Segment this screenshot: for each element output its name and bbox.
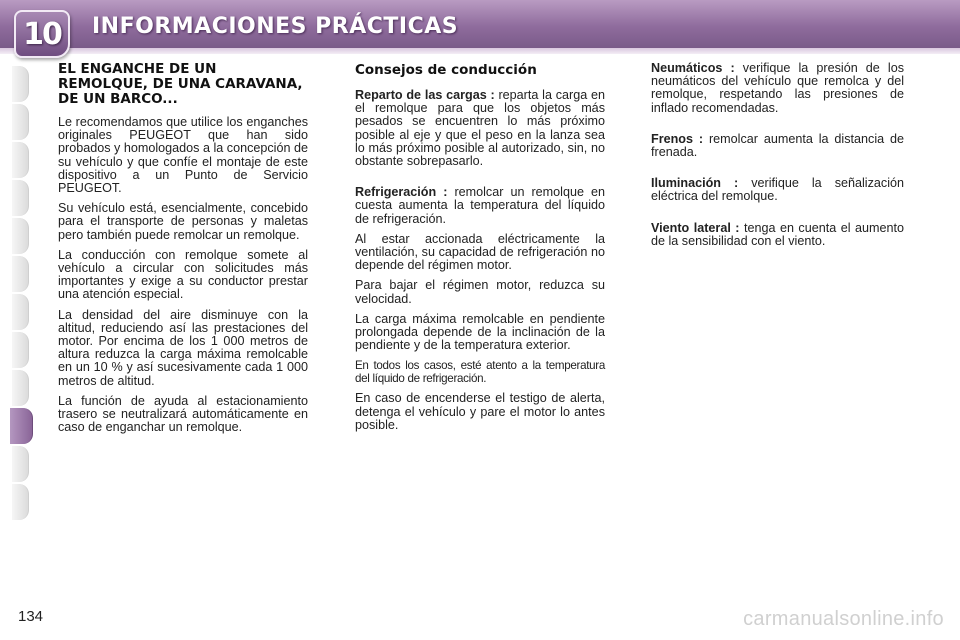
lead-label: Reparto de las cargas : <box>355 88 495 102</box>
paragraph-load-distribution <box>355 89 605 168</box>
paragraph: La carga máxima remolcable en pendiente prolongada depende de la inclinación de la pendiente y de la temperatura exterior. <box>355 311 605 353</box>
page-number: 134 <box>18 608 44 625</box>
chapter-badge <box>14 10 70 58</box>
note-paragraph: En todos los casos, esté atento a la temperatura del líquido de refrigeración. <box>355 359 605 386</box>
paragraph-text: reparta la carga en el remolque para que los objetos más pesados se encuentren lo más próximo posible al eje y que el peso en la lanza sea lo más próximo posible al autorizado, sin, no obstante sobrepasarlo. <box>355 88 606 169</box>
chapter-tab-3[interactable] <box>12 142 29 178</box>
column-checks <box>651 62 904 255</box>
paragraph: La densidad del aire disminuye con la altitud, reduciendo así las prestaciones del motor. Por encima de los 1 000 metros de altura reduzca la carga máxima remolcable en un 10 % y así sucesivamente cada 1 000 metros de altitud. <box>58 307 308 388</box>
column-driving-advice <box>355 62 605 439</box>
chapter-tab-7[interactable] <box>12 294 29 330</box>
chapter-tab-4[interactable] <box>12 180 29 216</box>
lead-label: Neumáticos : <box>651 61 735 75</box>
lead-label: Viento lateral : <box>651 220 740 235</box>
column-towing-intro <box>58 62 308 441</box>
chapter-tab-9[interactable] <box>12 370 29 406</box>
watermark: carmanualsonline.info <box>743 608 944 630</box>
paragraph-tyres <box>651 62 904 115</box>
paragraph-text: verifique la señalización eléctrica del remolque. <box>651 176 904 204</box>
lead-label: Refrigeración : <box>355 185 448 200</box>
paragraph: Su vehículo está, esencialmente, concebido para el transporte de personas y maletas pero también puede remolcar un remolque. <box>58 201 308 242</box>
paragraph-text: verifique la presión de los neumáticos del vehículo que remolca y del remolque, respetando las presiones de inflado recomendadas. <box>651 61 905 115</box>
paragraph: En caso de encenderse el testigo de alerta, detenga el vehículo y pare el motor lo antes posible. <box>355 391 605 432</box>
chapter-number: 10 <box>23 16 61 52</box>
paragraph: Al estar accionada eléctricamente la ventilación, su capacidad de refrigeración no depende del régimen motor. <box>355 231 605 273</box>
header-strip <box>0 48 960 54</box>
paragraph: La conducción con remolque somete al vehículo a circular con solicitudes más importantes y exige a su conductor prestar una atención especial. <box>58 247 308 302</box>
chapter-tab-5[interactable] <box>12 218 29 254</box>
section-title-driving-advice: Consejos de conducción <box>355 62 537 78</box>
paragraph-lighting <box>651 177 904 203</box>
paragraph-text: remolcar aumenta la distancia de frenada. <box>651 131 905 160</box>
chapter-tab-1[interactable] <box>12 66 29 102</box>
lead-label: Iluminación : <box>651 176 739 191</box>
lead-label: Frenos : <box>651 131 704 146</box>
paragraph-brakes <box>651 133 904 159</box>
paragraph: Para bajar el régimen motor, reduzca su velocidad. <box>355 278 605 306</box>
page-title: INFORMACIONES PRÁCTICAS <box>92 14 459 39</box>
paragraph: La función de ayuda al estacionamiento trasero se neutralizará automáticamente en caso de enganchar un remolque. <box>58 393 308 435</box>
paragraph-side-wind <box>651 222 904 248</box>
chapter-tab-11[interactable] <box>12 446 29 482</box>
chapter-tab-8[interactable] <box>12 332 29 368</box>
chapter-tab-12[interactable] <box>12 484 29 520</box>
paragraph-cooling <box>355 186 605 226</box>
chapter-tabs <box>0 66 34 522</box>
paragraph: Le recomendamos que utilice los enganches originales PEUGEOT que han sido probados y homologados a la concepción de su vehículo y que confíe el montaje de este dispositivo a un Punto de Servicio PEUGEOT. <box>58 115 308 196</box>
chapter-tab-2[interactable] <box>12 104 29 140</box>
chapter-tab-10-active[interactable] <box>10 408 33 444</box>
chapter-tab-6[interactable] <box>12 256 29 292</box>
paragraph-text: remolcar un remolque en cuesta aumenta la temperatura del líquido de refrigeración. <box>355 185 605 226</box>
section-title-towing: EL ENGANCHE DE UN REMOLQUE, DE UNA CARAVANA, DE UN BARCO... <box>58 61 303 107</box>
paragraph-text: tenga en cuenta el aumento de la sensibilidad con el viento. <box>651 220 904 248</box>
